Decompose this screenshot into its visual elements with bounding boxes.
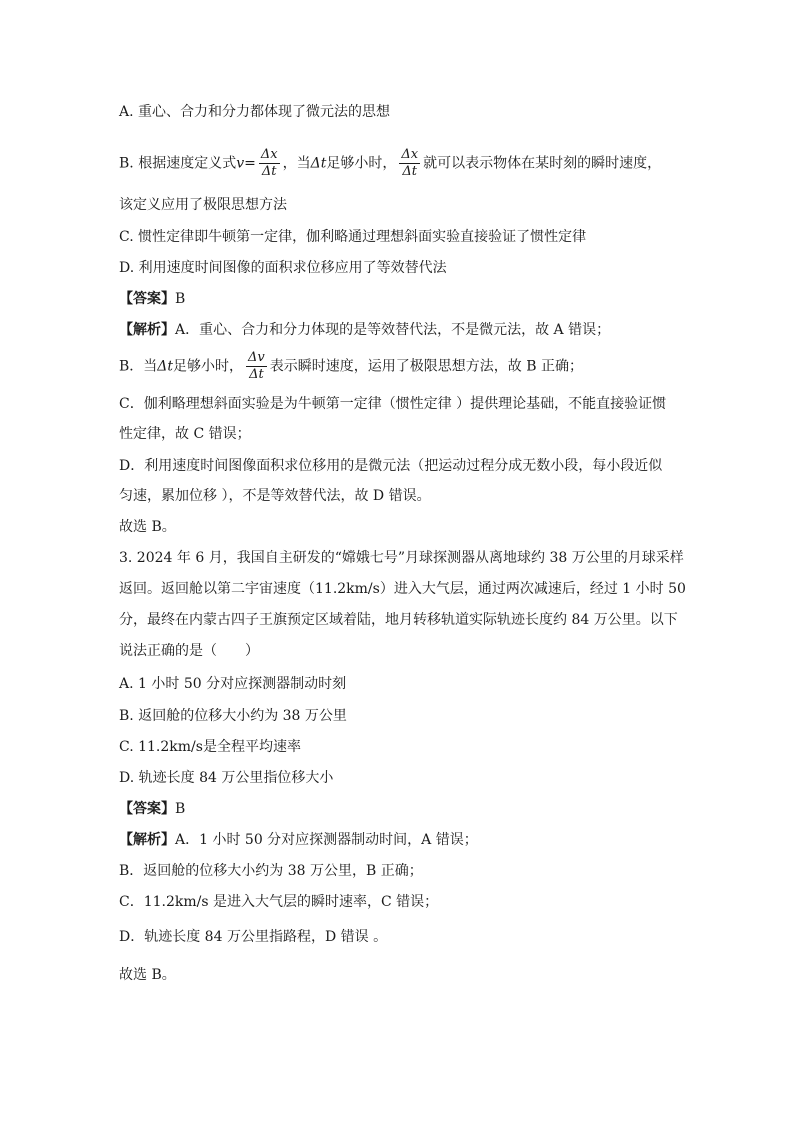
q3-stem-line3: 分，最终在内蒙古四子王旗预定区域着陆，地月转移轨道实际轨迹长度约 84 万公里。以下 [119, 612, 678, 628]
q2-analysis-b [119, 350, 583, 383]
velocity-symbol: v [236, 155, 245, 172]
q3-option-c: C. 11.2km/s是全程平均速率 [119, 739, 301, 755]
analysis-b-prefix: B．当 [119, 358, 158, 375]
analysis-tag: 【解析】 [119, 832, 175, 848]
fraction-numerator: Δv [248, 350, 265, 365]
analysis-tag: 【解析】 [119, 322, 175, 338]
q3-analysis-c: C．11.2km/s 是进入大气层的瞬时速率，C 错误； [119, 894, 439, 910]
q3-analysis-b: B．返回舱的位移大小约为 38 万公里，B 正确； [119, 863, 423, 879]
answer-tag: 【答案】 [119, 801, 175, 817]
q2-option-b-continued: 该定义应用了极限思想方法 [119, 197, 287, 213]
q2-option-a: A. 重心、合力和分力都体现了微元法的思想 [119, 104, 391, 120]
fraction-denominator: Δt [249, 367, 264, 382]
q2-option-b-prefix: B. 根据速度定义式 [119, 155, 237, 172]
q3-stem-line1: 3. 2024 年 6 月，我国自主研发的“嫦娥七号”月球探测器从离地球约 38 万公里的月球采样 [119, 550, 684, 566]
delta-t-symbol: Δt [157, 358, 174, 375]
q3-option-d: D. 轨迹长度 84 万公里指位移大小 [119, 770, 334, 786]
answer-value: B [175, 801, 186, 817]
analysis-a-text: A．1 小时 50 分对应探测器制动时间，A 错误； [175, 832, 478, 848]
answer-tag: 【答案】 [119, 291, 175, 307]
analysis-b-suffix: 表示瞬时速度，运用了极限思想方法，故 B 正确； [269, 358, 583, 375]
q2-option-b-suffix: 就可以表示物体在某时刻的瞬时速度， [423, 155, 662, 172]
q2-analysis-c-line2: 性定律，故 C 错误； [119, 426, 251, 442]
fraction-denominator: Δt [261, 164, 277, 179]
q2-analysis-a [119, 320, 610, 340]
q3-option-b: B. 返回舱的位移大小约为 38 万公里 [119, 708, 347, 724]
fraction-dx-dt [259, 147, 280, 180]
fraction-numerator: Δx [260, 147, 278, 162]
q2-option-b-mid1: ，当 [282, 155, 311, 172]
q2-analysis-d-line2: 匀速，累加位移 ），不是等效替代法，故 D 错误。 [119, 488, 431, 504]
equals-sign: = [244, 155, 256, 172]
q2-conclusion: 故选 B。 [119, 519, 176, 535]
analysis-b-mid: 足够小时， [173, 358, 244, 375]
fraction-denominator: Δt [402, 164, 418, 179]
q2-analysis-d-line1: D．利用速度时间图像面积求位移用的是微元法（把运动过程分成无数小段，每小段近似 [119, 458, 663, 474]
fraction-dv-dt [246, 350, 267, 383]
delta-t-symbol: Δt [310, 155, 327, 172]
q3-analysis-a [119, 830, 478, 850]
q3-stem-line2: 返回。返回舱以第二宇宙速度（11.2km/s）进入大气层，通过两次减速后，经过 1 小时 50 [119, 581, 686, 597]
q3-option-a: A. 1 小时 50 分对应探测器制动时刻 [119, 676, 347, 692]
q2-option-b-mid2: 足够小时， [326, 155, 397, 172]
q2-answer [119, 289, 185, 309]
fraction-numerator: Δx [401, 147, 419, 162]
q2-option-c: C. 惯性定律即牛顿第一定律，伽利略通过理想斜面实验直接验证了惯性定律 [119, 229, 587, 245]
q2-analysis-c-line1: C．伽利略理想斜面实验是为牛顿第一定律（惯性定律 ）提供理论基础，不能直接验证惯 [119, 396, 667, 412]
analysis-a-text: A．重心、合力和分力体现的是等效替代法，不是微元法，故 A 错误； [175, 322, 611, 338]
q2-option-b [119, 147, 661, 180]
q3-answer [119, 799, 185, 819]
q2-option-d: D. 利用速度时间图像的面积求位移应用了等效替代法 [119, 260, 447, 276]
q3-analysis-d: D．轨迹长度 84 万公里指路程，D 错误 。 [119, 929, 388, 945]
fraction-dx-dt-second [399, 147, 420, 180]
q3-conclusion: 故选 B。 [119, 967, 176, 983]
answer-value: B [175, 291, 186, 307]
q3-stem-line4: 说法正确的是（ ） [119, 643, 259, 659]
